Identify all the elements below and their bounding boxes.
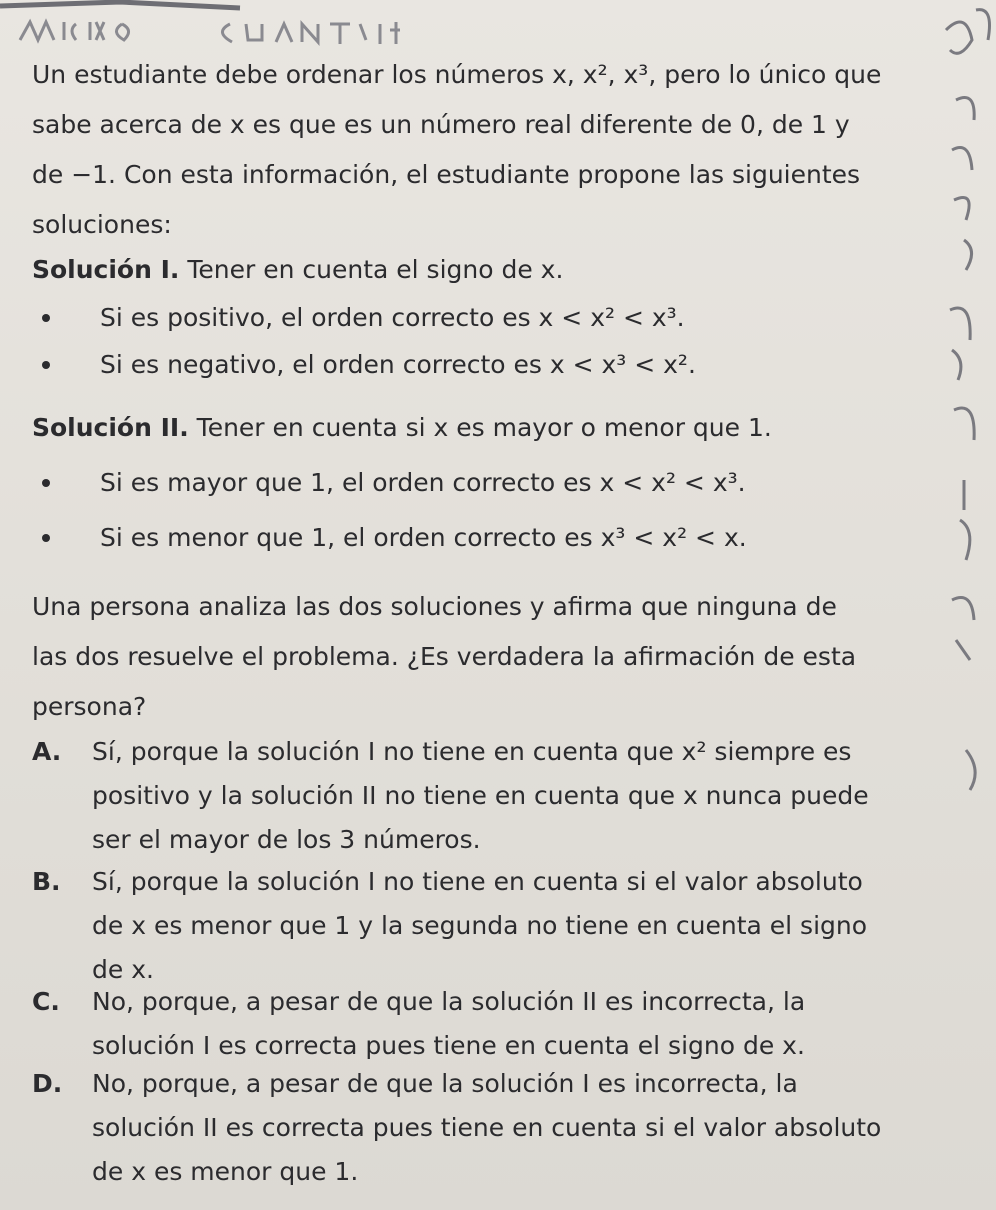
solution-2-label: Solución II. [32, 413, 189, 442]
option-line: solución I es correcta pues tiene en cuenta el signo de x. [92, 1031, 805, 1060]
bullet-icon [42, 361, 50, 369]
handwritten-header-scribble [0, 0, 996, 50]
question-line: las dos resuelve el problema. ¿Es verdadera la afirmación de esta [32, 642, 857, 671]
option-line: solución II es correcta pues tiene en cuenta si el valor absoluto [92, 1113, 882, 1142]
solution-1-text: Tener en cuenta el signo de x. [187, 255, 564, 284]
option-letter: C. [32, 987, 60, 1016]
intro-line: sabe acerca de x es que es un número real diferente de 0, de 1 y [32, 110, 850, 139]
solution-2-bullet: Si es menor que 1, el orden correcto es x³ < x² < x. [32, 518, 932, 558]
solution-2-heading [32, 403, 932, 453]
solution-2-bullet: Si es mayor que 1, el orden correcto es x < x² < x³. [32, 463, 932, 503]
question [32, 582, 932, 732]
option-line: Sí, porque la solución I no tiene en cuenta que x² siempre es [92, 737, 852, 766]
option-line: positivo y la solución II no tiene en cuenta que x nunca puede [92, 781, 869, 810]
bullet-icon [42, 314, 50, 322]
solution-1-bullet: Si es negativo, el orden correcto es x < x³ < x². [32, 345, 932, 385]
question-line: persona? [32, 692, 147, 721]
solution-1-heading [32, 245, 932, 295]
option-line: Sí, porque la solución I no tiene en cuenta si el valor absoluto [92, 867, 863, 896]
option-letter: A. [32, 737, 62, 766]
bullet-icon [42, 479, 50, 487]
bullet-icon [42, 534, 50, 542]
option-line: de x es menor que 1 y la segunda no tiene en cuenta el signo [92, 911, 868, 940]
solution-1-label: Solución I. [32, 255, 180, 284]
question-line: Una persona analiza las dos soluciones y afirma que ninguna de [32, 592, 837, 621]
option-line: No, porque, a pesar de que la solución II es incorrecta, la [92, 987, 806, 1016]
option-line: No, porque, a pesar de que la solución I es incorrecta, la [92, 1069, 798, 1098]
option-letter: B. [32, 867, 61, 896]
option-line: de x. [92, 955, 154, 984]
solution-1-bullet: Si es positivo, el orden correcto es x < x² < x³. [32, 298, 932, 338]
intro-line: Un estudiante debe ordenar los números x, x², x³, pero lo único que [32, 60, 882, 89]
intro-line: de −1. Con esta información, el estudiante propone las siguientes [32, 160, 861, 189]
handwritten-margin-scribble [936, 0, 996, 820]
solution-2-text: Tener en cuenta si x es mayor o menor que 1. [196, 413, 772, 442]
intro-line: soluciones: [32, 210, 172, 239]
option-line: ser el mayor de los 3 números. [92, 825, 481, 854]
option-line: de x es menor que 1. [92, 1157, 359, 1186]
problem-statement [32, 50, 932, 250]
option-letter: D. [32, 1069, 63, 1098]
